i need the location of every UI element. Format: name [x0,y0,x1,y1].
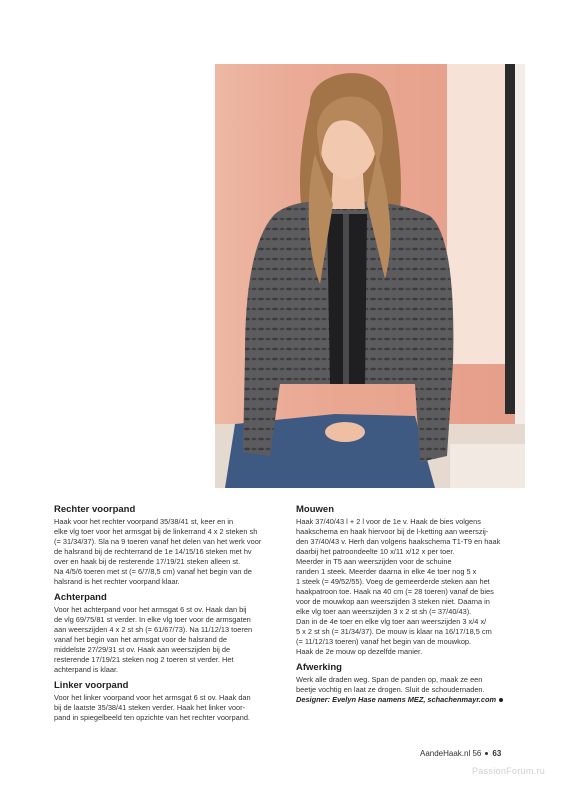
section-heading: Achterpand [54,592,107,603]
section-text: Haak 37/40/43 l + 2 l voor de 1e v. Haak de bies volgens haakschema en haak hiervoor bij de l-ketting aan weerszij- den 37/40/43 v. Herh dan volgens haakschema T1-T9 en haak daarbij het patroondeelte 10 x/11 x/12 x per toer. Meerder in T5 aan weerszijden voor de schuine randen 1 steek. Meerder daarna in elke 4e toer nog 5 x 1 steek (= 49/52/55). Voeg de gemeerderde steken aan het haakpatroon toe. Haak na 40 cm (= 28 toeren) vanaf de bies voor de mouwkop aan weerszijden 3 steken niet. Daarna in elke vlg toer aan weerszijden 3 x 2 st sh (= 37/40/43). Dan in de 4e toer en elke vlg toer aan weerszijden 3 x/4 x/ 5 x 2 st sh (= 31/34/37). De mouw is klaar na 16/17/18,5 cm (= 11/12/13 toeren) vanaf het begin van de mouwkop. Haak de 2e mouw op dezelfde manier. [296,517,501,656]
section-heading: Linker voorpand [54,680,129,691]
section-mouwen [296,504,528,657]
end-bullet-icon [499,698,503,702]
magazine-name: AandeHaak.nl 56 [420,749,482,758]
model-photo [215,64,525,488]
section-text: Haak voor het rechter voorpand 35/38/41 st, keer en in elke vlg toer voor het armsgat bij de linkerrand 4 x 2 steken sh (= 31/34/37). Sla na 9 toeren vanaf het delen van het werk voor de halsrand bij de rechterrand de 1e 14/15/16 steken met hv over en haak bij de resterende 17/19/21 steken alleen st. Na 4/5/6 toeren met st (= 6/7/8,5 cm) vanaf het begin van de halsrand is het rechter voorpand klaar. [54,517,262,586]
designer-credit [296,695,528,705]
section-text: Voor het achterpand voor het armsgat 6 st ov. Haak dan bij de vlg 69/75/81 st verder. In elke vlg toer voor de armsgaten aan weerszijden 4 x 2 st sh (= 61/67/73). Na 11/12/13 toeren vanaf het begin van het armsgat voor de halsrand de middelste 27/29/31 st ov. Haak aan weerszijden bij de resterende 17/19/21 steken nog 2 toeren st verder. Het achterpand is klaar. [54,605,253,674]
section-linker-voorpand [54,680,286,723]
right-column [296,504,528,710]
page-number: 63 [492,749,502,758]
left-column [54,504,286,728]
separator-dot-icon [485,752,488,755]
page-footer [420,749,501,758]
watermark: PassionForum.ru [472,766,546,776]
section-achterpand [54,592,286,675]
section-heading: Mouwen [296,504,334,515]
section-text: Voor het linker voorpand voor het armsgat 6 st ov. Haak dan bij de laatste 35/38/41 steken verder. Haak het linker voor- pand in spiegelbeeld ten opzichte van het rechter voorpand. [54,693,251,722]
section-rechter-voorpand [54,504,286,587]
section-heading: Afwerking [296,662,342,673]
photo-illustration [215,64,525,488]
section-heading: Rechter voorpand [54,504,136,515]
designer-credit-text: Designer: Evelyn Hase namens MEZ, schachenmayr.com [296,695,497,704]
section-text: Werk alle draden weg. Span de panden op, maak ze een beetje vochtig en laat ze drogen. Sluit de schoudernaden. [296,675,485,694]
section-afwerking [296,662,528,705]
